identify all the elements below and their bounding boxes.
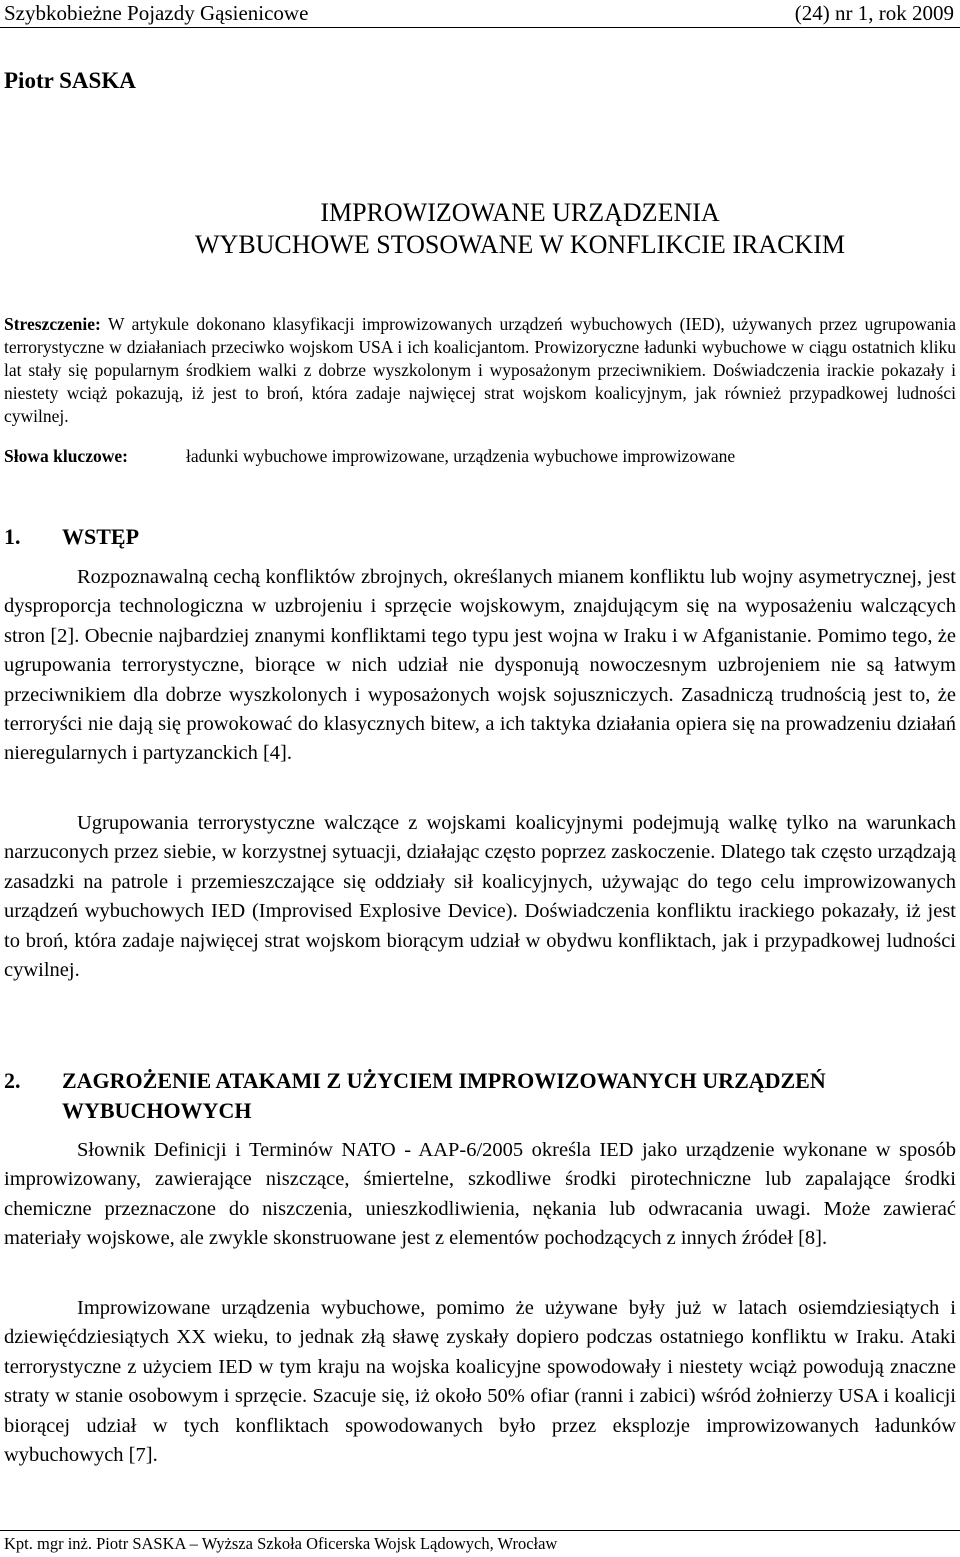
running-header (0, 0, 960, 28)
section-2-number: 2. (4, 1068, 21, 1093)
title-line-2: WYBUCHOWE STOSOWANE W KONFLIKCIE IRACKIM (195, 230, 845, 259)
section-1-number: 1. (4, 524, 21, 549)
section-1-paragraph-1: Rozpoznawalną cechą konfliktów zbrojnych, określanych mianem konfliktu lub wojny asymetrycznej, jest dysproporcja technologiczna w uzbrojeniu i sprzęcie wojskowym, znajdującym się na wyposażeniu walczących stron [2]. Obecnie najbardziej znanymi konfliktami tego typu jest wojna w Iraku i w Afganistanie. Pomimo tego, że ugrupowania terrorystyczne, biorące w nich udział nie dysponują nowoczesnym uzbrojeniem nie są łatwym przeciwnikiem dla dobrze wyszkolonych i wyposażonych wojsk sojuszniczych. Zasadniczą trudnością jest to, że terroryści nie dają się prowokować do klasycznych bitew, a ich taktyka działania opiera się na prowadzeniu działań nieregularnych i partyzanckich [4]. (4, 566, 956, 765)
issue-number: (24) nr 1, rok 2009 (794, 1, 954, 25)
author-affiliation-footer: Kpt. mgr inż. Piotr SASKA – Wyższa Szkoła Oficerska Wojsk Lądowych, Wrocław (0, 1530, 960, 1557)
section-1-paragraph-2: Ugrupowania terrorystyczne walczące z wojskami koalicyjnymi podejmują walkę tylko na warunkach narzuconych przez siebie, w korzystnej sytuacji, działając często poprzez zaskoczenie. Dlatego tak często urządzają zasadzki na patrole i przemieszczające się oddziały sił koalicyjnych, używając do tego celu improwizowanych urządzeń wybuchowych IED (Improvised Explosive Device). Doświadczenia konfliktu irackiego pokazały, iż jest to broń, która zadaje najwięcej strat wojskom biorącym udział w obydwu konfliktach, jak i przypadkowej ludności cywilnej. (4, 812, 956, 982)
author-name: Piotr SASKA (4, 68, 136, 93)
section-1-heading (4, 522, 139, 552)
abstract-paragraph (4, 313, 956, 428)
article-title (0, 197, 960, 261)
keywords-text: ładunki wybuchowe improwizowane, urządzenia wybuchowe improwizowane (186, 446, 736, 466)
abstract-text: W artykule dokonano klasyfikacji improwizowanych urządzeń wybuchowych (IED), używanych przez ugrupowania terrorystyczne w działaniach przeciwko wojskom USA i ich koalicjantom. Prowizoryczne ładunki wybuchowe w ciągu ostatnich kliku lat stały się popularnym środkiem walki z dobrze wyszkolonym i wyposażonym przeciwnikiem. Doświadczenia irackie pokazały i niestety wciąż pokazują, iż jest to broń, która zadaje najwięcej strat wojskom koalicyjnym, jak również przypadkowej ludności cywilnej. (4, 314, 956, 426)
title-line-1: IMPROWIZOWANE URZĄDZENIA (320, 198, 720, 227)
section-2-paragraph-1: Słownik Definicji i Terminów NATO - AAP-6/2005 określa IED jako urządzenie wykonane w sposób improwizowany, zawierające niszczące, śmiertelne, szkodliwe środki pirotechniczne lub zapalające środki chemiczne przeznaczone do niszczenia, unieszkodliwienia, nękania lub odwracania uwagi. Może zawierać materiały wojskowe, ale zwykle skonstruowane jest z elementów pochodzących z innych źródeł [8]. (4, 1139, 956, 1250)
abstract (4, 313, 956, 428)
abstract-label: Streszczenie: (4, 314, 101, 334)
journal-name: Szybkobieżne Pojazdy Gąsienicowe (4, 1, 309, 25)
keywords-label: Słowa kluczowe: (4, 446, 128, 466)
section-1-title: WSTĘP (62, 524, 140, 549)
section-2-paragraph-2: Improwizowane urządzenia wybuchowe, pomimo że używane były już w latach osiemdziesiątych i dziewięćdziesiątych XX wieku, to jednak złą sławę zyskały dopiero podczas ostatniego konfliktu w Iraku. Ataki terrorystyczne z użyciem IED w tym kraju na wojska koalicyjne spowodowały i niestety wciąż powodują znaczne straty w stanie osobowym i sprzęcie. Szacuje się, iż około 50% ofiar (ranni i zabici) wśród żołnierzy USA i koalicji biorącej udział w tych konfliktach spowodowanych było przez eksplozje improwizowanych ładunków wybuchowych [7]. (4, 1297, 956, 1467)
section-2-heading (4, 1066, 956, 1126)
section-2-title: ZAGROŻENIE ATAKAMI Z UŻYCIEM IMPROWIZOWANYCH URZĄDZEŃ WYBUCHOWYCH (62, 1068, 826, 1123)
keywords (4, 445, 956, 468)
